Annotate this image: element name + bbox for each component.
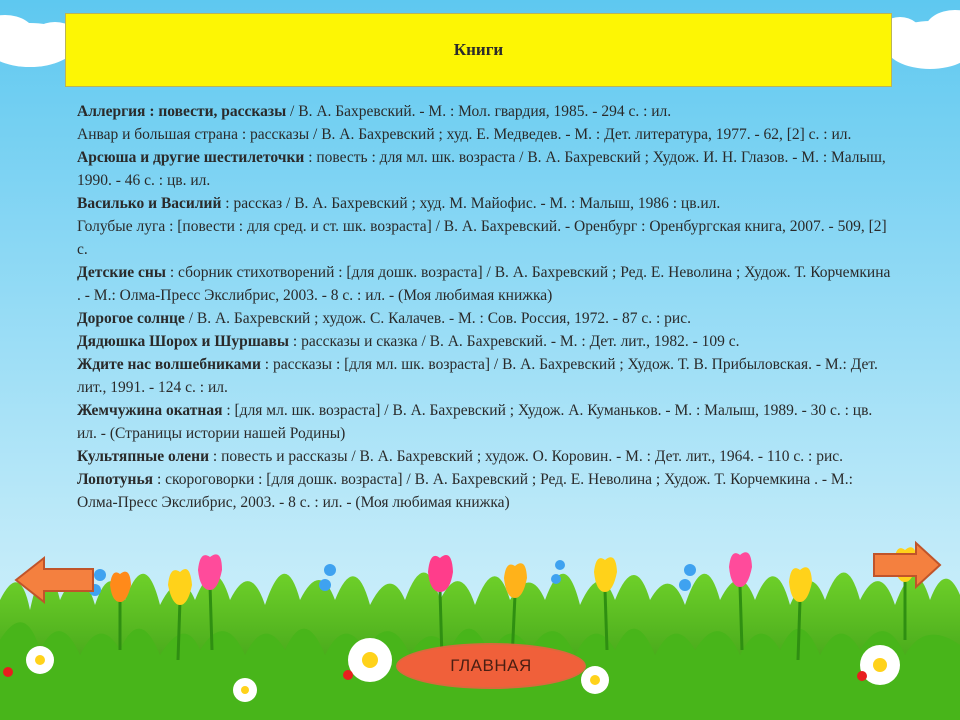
book-list xyxy=(77,100,892,514)
home-button-label: ГЛАВНАЯ xyxy=(450,656,532,675)
list-item: Ждите нас волшебниками : рассказы : [для мл. шк. возраста] / В. А. Бахревский ; Худож. Т. В. Прибыловская. - М.: Дет. лит., 1991. - 124 с. : ил. xyxy=(77,356,878,396)
list-item: Жемчужина окатная : [для мл. шк. возраста] / В. А. Бахревский ; Худож. А. Куманьков. - М. : Малыш, 1989. - 30 с. : цв. ил. - (Страницы истории нашей Родины) xyxy=(77,402,873,442)
list-item: Аллергия : повести, рассказы / В. А. Бахревский. - М. : Мол. гвардия, 1985. - 294 с. : ил. xyxy=(77,103,672,120)
back-arrow-button[interactable] xyxy=(14,555,96,605)
list-item: Анвар и большая страна : рассказы / В. А. Бахревский ; худ. Е. Медведев. - М. : Дет. литература, 1977. - 62, [2] с. : ил. xyxy=(77,126,852,143)
title-banner xyxy=(65,13,892,87)
home-button[interactable] xyxy=(396,643,586,689)
page-title: Книги xyxy=(453,40,504,59)
list-item: Культяпные олени : повесть и рассказы / В. А. Бахревский ; худож. О. Коровин. - М. : Дет. лит., 1964. - 110 с. : рис. xyxy=(77,448,844,465)
next-arrow-button[interactable] xyxy=(872,540,942,590)
list-item: Голубые луга : [повести : для сред. и ст. шк. возраста] / В. А. Бахревский. - Оренбург : Оренбургская книга, 2007. - 509, [2] с. xyxy=(77,218,887,258)
list-item: Дорогое солнце / В. А. Бахревский ; худож. С. Калачев. - М. : Сов. Россия, 1972. - 87 с. : рис. xyxy=(77,310,691,327)
list-item: Василько и Василий : рассказ / В. А. Бахревский ; худ. М. Майофис. - М. : Малыш, 1986 : цв.ил. xyxy=(77,195,721,212)
list-item: Дядюшка Шорох и Шуршавы : рассказы и сказка / В. А. Бахревский. - М. : Дет. лит., 1982. - 109 с. xyxy=(77,333,740,350)
list-item: Детские сны : сборник стихотворений : [для дошк. возраста] / В. А. Бахревский ; Ред. Е. Неволина ; Худож. Т. Корчемкина . - М.: Олма-Пресс Экслибрис, 2003. - 8 с. : ил. - (Моя любимая книжка) xyxy=(77,264,891,304)
list-item: Лопотунья : скороговорки : [для дошк. возраста] / В. А. Бахревский ; Ред. Е. Неволина ; Худож. Т. Корчемкина . - М.: Олма-Пресс Экслибрис, 2003. - 8 с. : ил. - (Моя любимая книжка) xyxy=(77,471,853,511)
list-item: Арсюша и другие шестилеточки : повесть : для мл. шк. возраста / В. А. Бахревский ; Худож. И. Н. Глазов. - М. : Малыш, 1990. - 46 с. : цв. ил. xyxy=(77,149,886,189)
